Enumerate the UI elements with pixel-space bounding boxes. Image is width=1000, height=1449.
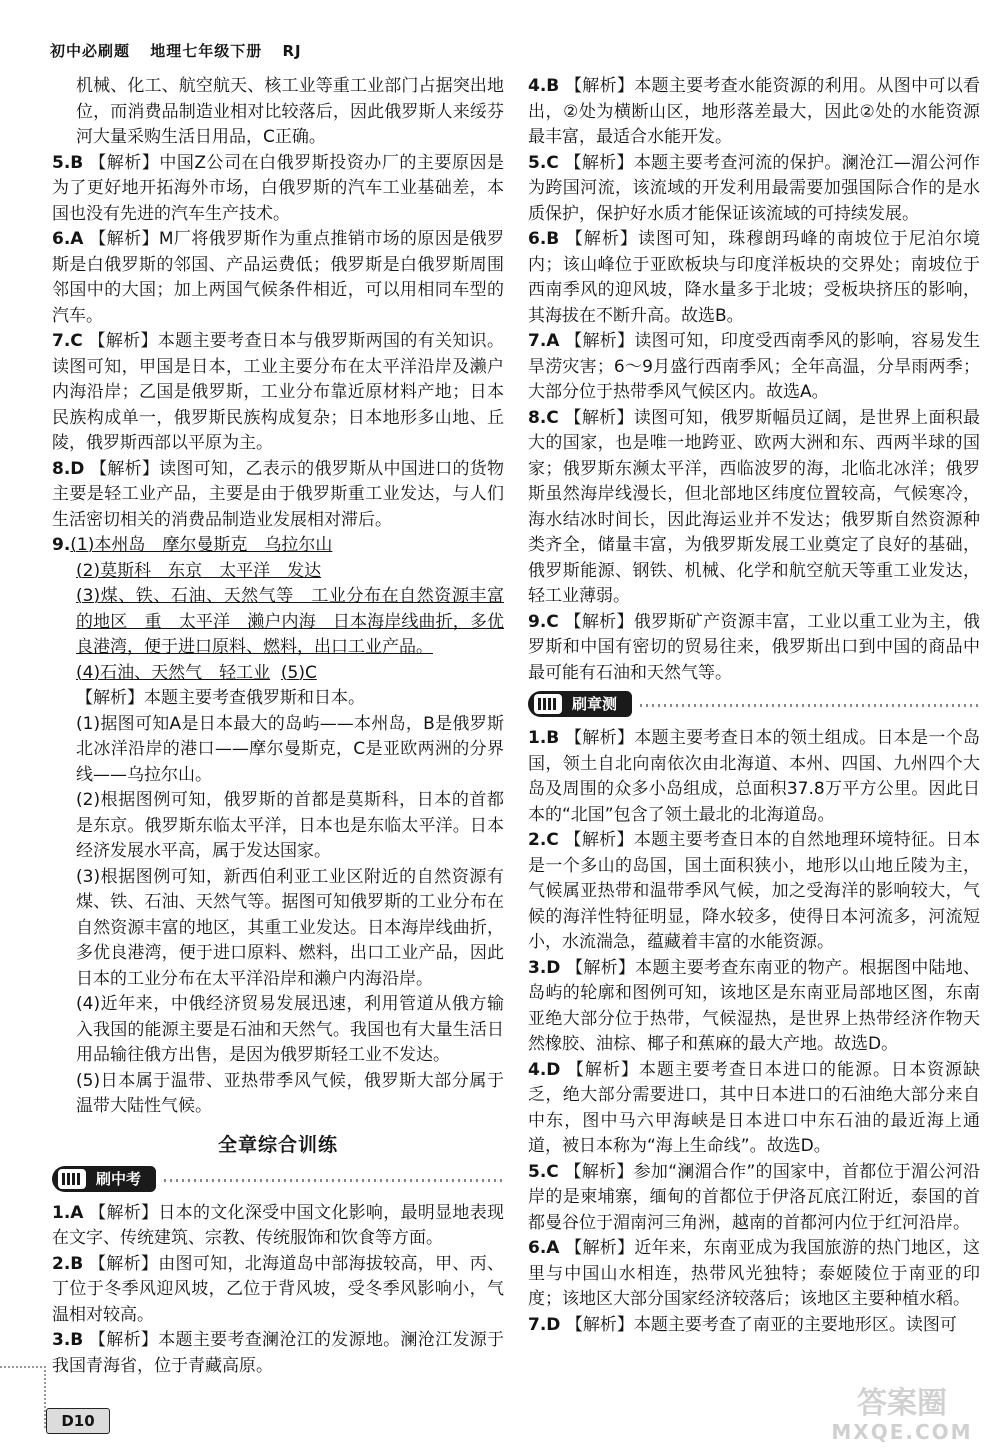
answer-item-1: 1.B 【解析】本题主要考查日本的领土组成。日本是一个岛国，领土自北向南依次由北海道、本州、四国、九州四个大岛及周围的众多小岛组成，总面积37.8万平方公里。因此日本的“北国”包含了领土最北的北海道岛。 xyxy=(528,728,981,825)
subject-title: 地理七年级下册 xyxy=(150,42,263,60)
answer-item-9: 9.C 【解析】俄罗斯矿产资源丰富，工业以重工业为主，俄罗斯和中国有密切的贸易往来，俄罗斯出口到中国的商品中最可能有石油和天然气等。 xyxy=(528,611,981,683)
answer-item-9-part2: (2)莫斯科 东京 太平洋 发达 xyxy=(76,560,322,581)
analysis-part-4: (4)近年来，中俄经济贸易发展迅速，利用管道从俄方输入我国的能源主要是石油和天然气。我国也有大量生活日用品输往俄方出售，是因为俄罗斯轻工业不发达。 xyxy=(76,994,504,1065)
answer-item-9-part3: (3)煤、铁、石油、天然气等 工业分布在自然资源丰富的地区 重 太平洋 濑户内海 日本海岸线曲折，多优良港湾，便于进口原料、燃料，出口工业产品。 xyxy=(76,586,504,657)
answer-item-9-part4: (4)石油、天然气 轻工业 (5)C xyxy=(76,662,317,683)
dotted-divider xyxy=(164,1179,504,1182)
answer-item-4: 4.D 【解析】本题主要考查日本进口的能源。日本资源缺乏，绝大部分需要进口，其中日本进口的石油绝大部分来自中东，图中马六甲海峡是日本进口中东石油的最近海上通道，被日本称为“海上生命线”。故选D。 xyxy=(528,1059,981,1156)
answer-continuation: 机械、化工、航空航天、核工业等重工业部门占据突出地位，而消费品制造业相对比较落后，因此俄罗斯人来绥芬河大量采购生活日用品，C正确。 xyxy=(76,76,504,147)
page-header xyxy=(50,40,316,61)
right-column xyxy=(528,74,980,1338)
brush-icon xyxy=(58,1169,86,1189)
answer-item-6: 6.B 【解析】读图可知，珠穆朗玛峰的南坡位于尼泊尔境内；该山峰位于亚欧板块与印度洋板块的交界处；南坡位于西南季风的迎风坡，降水量多于北坡；受板块挤压的影响，其海拔在不断升高。故选B。 xyxy=(528,229,981,326)
book-title: 初中必刷题 xyxy=(50,42,131,60)
section-badge: 刷章测 xyxy=(528,691,632,717)
analysis-part-3: (3)根据图例可知，新西伯利亚工业区附近的自然资源有煤、铁、石油、天然气等。据图可知俄罗斯的工业分布在自然资源丰富的地区，其重工业发达。日本海岸线曲折，多优良港湾，便于进口原料、燃料，出口工业产品，因此日本的工业分布在太平洋沿岸和濑户内海沿岸。 xyxy=(76,866,504,989)
answer-item-7: 7.A 【解析】读图可知，印度受西南季风的影响，容易发生旱涝灾害；6～9月盛行西南季风；全年高温，分旱雨两季；大部分位于热带季风气候区内。故选A。 xyxy=(528,331,980,402)
analysis-part-2: (2)根据图例可知，俄罗斯的首都是莫斯科，日本的首都是东京。俄罗斯东临太平洋，日本也是东临太平洋。日本经济发展水平高，属于发达国家。 xyxy=(76,790,504,861)
brush-icon xyxy=(534,694,562,714)
answer-item-9-part1: 9.(1)本州岛 摩尔曼斯克 乌拉尔山 xyxy=(52,535,333,555)
answer-item-9-analysis: 【解析】本题主要考查俄罗斯和日本。 xyxy=(76,688,365,708)
answer-item-8: 8.C 【解析】读图可知，俄罗斯幅员辽阔，是世界上面积最大的国家，也是唯一地跨亚、欧两大洲和东、西两半球的国家；俄罗斯东濒太平洋，西临波罗的海，北临北冰洋；俄罗斯虽然海岸线漫长，但北部地区纬度位置较高，气候寒冷，海水结冰时间长，因此海运业并不发达；俄罗斯自然资源种类齐全，储量丰富，为俄罗斯发展工业奠定了良好的基础，俄罗斯能源、钢铁、机械、化学和航空航天等重工业发达，轻工业薄弱。 xyxy=(528,407,981,606)
section-title: 全章综合训练 xyxy=(217,1133,338,1156)
answer-item-1: 1.A 【解析】日本的文化深受中国文化影响，最明显地表现在文字、传统建筑、宗教、传统服饰和饮食等方面。 xyxy=(52,1202,504,1248)
left-column xyxy=(52,74,504,1379)
answer-item-7: 7.D 【解析】本题主要考查了南亚的主要地形区。读图可 xyxy=(528,1314,957,1335)
answer-item-5: 5.C 【解析】本题主要考查河流的保护。澜沧江—湄公河作为跨国河流，该流域的开发利用最需要加强国际合作的是水质保护，保护好水质才能保证该流域的可持续发展。 xyxy=(528,152,981,224)
answer-item-6: 6.A 【解析】M厂将俄罗斯作为重点推销市场的原因是俄罗斯是白俄罗斯的邻国、产品运费低；俄罗斯是白俄罗斯周围邻国中的大国；加上两国气候条件相近，可以用相同车型的汽车。 xyxy=(52,229,505,326)
answer-item-6: 6.A 【解析】近年来，东南亚成为我国旅游的热门地区，这里与中国山水相连，热带风光独特；泰姬陵位于南亚的印度；该地区大部分国家经济较落后；该地区主要种植水稻。 xyxy=(528,1238,980,1309)
analysis-part-5: (5)日本属于温带、亚热带季风气候，俄罗斯大部分属于温带大陆性气候。 xyxy=(76,1070,504,1116)
watermark-text: 答案圈 xyxy=(857,1386,947,1421)
section-bar-chapter-test xyxy=(528,688,980,722)
answer-item-2: 2.C 【解析】本题主要考查日本的自然地理环境特征。日本是一个多山的岛国，国土面积狭小，地形以山地丘陵为主，气候属亚热带和温带季风气候，加之受海洋的影响较大，气候的海洋性特征明显，降水较多，使得日本河流多，河流短小，水流湍急，蕴藏着丰富的水能资源。 xyxy=(528,830,981,952)
answer-item-3: 3.D 【解析】本题主要考查东南亚的物产。根据图中陆地、岛屿的轮廓和图例可知，该地区是东南亚局部地区图，东南亚绝大部分位于热带，气候湿热，是世界上热带经济作物天然橡胶、油棕、椰子和蕉麻的最大产地。故选D。 xyxy=(528,957,981,1054)
answer-item-5: 5.B 【解析】中国Z公司在白俄罗斯投资办厂的主要原因是为了更好地开拓海外市场，白俄罗斯的汽车工业基础差，本国也没有先进的汽车生产技术。 xyxy=(52,152,505,224)
watermark-logo xyxy=(812,1386,992,1446)
watermark-url: MXQE.COM xyxy=(831,1420,973,1444)
edition-label: RJ xyxy=(282,42,302,60)
corner-decoration xyxy=(0,1366,46,1428)
answer-item-7: 7.C 【解析】本题主要考查日本与俄罗斯两国的有关知识。读图可知，甲国是日本，工业主要分布在太平洋沿岸及濑户内海沿岸；乙国是俄罗斯，工业分布靠近原材料产地；日本民族构成单一，俄罗斯民族构成复杂；日本地形多山地、丘陵，俄罗斯西部以平原为主。 xyxy=(52,331,505,453)
answer-item-4: 4.B 【解析】本题主要考查水能资源的利用。从图中可以看出，②处为横断山区，地形落差最大，因此②处的水能资源最丰富，最适合水能开发。 xyxy=(528,76,981,147)
answer-item-2: 2.B 【解析】由图可知，北海道岛中部海拔较高，甲、丙、丁位于冬季风迎风坡，乙位于背风坡，受冬季风影响小，气温相对较高。 xyxy=(52,1253,505,1325)
dotted-divider xyxy=(640,704,980,707)
section-badge: 刷中考 xyxy=(52,1166,156,1192)
answer-item-5: 5.C 【解析】参加“澜湄合作”的国家中，首都位于湄公河沿岸的是柬埔寨，缅甸的首都位于伊洛瓦底江附近，泰国的首都曼谷位于湄南河三角洲，越南的首都河内位于红河沿岸。 xyxy=(528,1161,981,1233)
section-bar-exam xyxy=(52,1163,504,1197)
analysis-part-1: (1)据图可知A是日本最大的岛屿——本州岛，B是俄罗斯北冰洋沿岸的港口——摩尔曼斯克，C是亚欧两洲的分界线——乌拉尔山。 xyxy=(76,713,504,785)
page-number: D10 xyxy=(46,1408,110,1434)
answer-item-8: 8.D 【解析】读图可知，乙表示的俄罗斯从中国进口的货物主要是轻工业产品，主要是由于俄罗斯重工业发达，与人们生活密切相关的消费品制造业发展相对滞后。 xyxy=(52,458,505,530)
answer-item-3: 3.B 【解析】本题主要考查澜沧江的发源地。澜沧江发源于我国青海省，位于青藏高原。 xyxy=(52,1330,505,1376)
